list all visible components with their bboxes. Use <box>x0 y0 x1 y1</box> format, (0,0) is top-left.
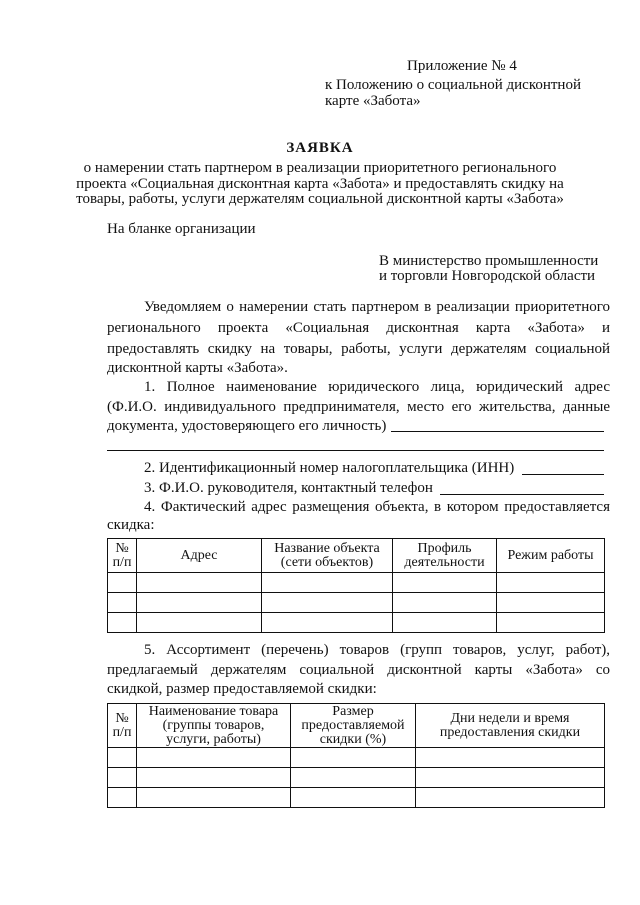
table-cell[interactable] <box>393 573 497 593</box>
objects-table-header-cell: Режим работы <box>497 539 605 573</box>
assortment-table-header-cell: Наименование товара (группы товаров, услуги, работы) <box>137 704 291 748</box>
table-cell[interactable] <box>497 573 605 593</box>
intro-line2: регионального проекта «Социальная дисконтная карта «Забота» и <box>107 320 610 336</box>
intro-line3: предоставлять скидку на товары, работы, услуги держателям социальной <box>107 341 610 357</box>
item1-line2: (Ф.И.О. индивидуального предпринимателя, место его жительства, данные <box>107 399 610 415</box>
objects-table-header-cell: № п/п <box>108 539 137 573</box>
table-cell[interactable] <box>393 613 497 633</box>
assortment-table-header-cell: Дни недели и время предоставления скидки <box>416 704 605 748</box>
table-cell[interactable] <box>262 573 393 593</box>
item2-fill-line[interactable] <box>522 474 604 475</box>
assortment-table-header-cell: № п/п <box>108 704 137 748</box>
addressee-line2: и торговли Новгородской области <box>379 268 596 284</box>
table-cell[interactable] <box>137 593 262 613</box>
intro-line4: дисконтной карты «Забота». <box>107 360 288 376</box>
appendix-number: Приложение № 4 <box>407 58 517 74</box>
subtitle-line3: товары, работы, услуги держателям социальной дисконтной карты «Забота» <box>76 191 564 207</box>
intro-line1: Уведомляем о намерении стать партнером в реализации приоритетного <box>144 299 610 315</box>
table-cell[interactable] <box>262 593 393 613</box>
objects-table-header-cell: Название объекта (сети объектов) <box>262 539 393 573</box>
appendix-reference-line1: к Положению о социальной дисконтной <box>325 77 581 93</box>
objects-table <box>107 538 605 633</box>
item5-line2: предлагаемый держателям социальной дисконтной карты «Забота» со <box>107 662 610 678</box>
table-cell[interactable] <box>108 613 137 633</box>
item4-line2: скидка: <box>107 517 155 533</box>
item1-fill-line-full[interactable] <box>107 450 604 451</box>
table-cell[interactable] <box>262 613 393 633</box>
item1-fill-line[interactable] <box>391 431 604 432</box>
table-cell[interactable] <box>108 768 137 788</box>
table-cell[interactable] <box>108 748 137 768</box>
table-cell[interactable] <box>416 768 605 788</box>
assortment-table-header-cell: Размер предоставляемой скидки (%) <box>291 704 416 748</box>
item3-text: 3. Ф.И.О. руководителя, контактный телефон <box>144 480 433 496</box>
table-cell[interactable] <box>416 748 605 768</box>
table-row <box>108 613 605 633</box>
objects-table-header <box>108 539 605 573</box>
addressee-line1: В министерство промышленности <box>379 253 599 269</box>
table-cell[interactable] <box>291 788 416 808</box>
table-cell[interactable] <box>497 593 605 613</box>
item1-line3: документа, удостоверяющего его личность) <box>107 418 387 434</box>
table-cell[interactable] <box>497 613 605 633</box>
table-cell[interactable] <box>291 768 416 788</box>
assortment-table-header <box>108 704 605 748</box>
table-row <box>108 768 605 788</box>
appendix-reference-line2: карте «Забота» <box>325 93 421 109</box>
table-row <box>108 573 605 593</box>
item2-text: 2. Идентификационный номер налогоплательщика (ИНН) <box>144 460 515 476</box>
table-cell[interactable] <box>137 768 291 788</box>
item4-line1: 4. Фактический адрес размещения объекта, в котором предоставляется <box>144 499 610 515</box>
blank-note: На бланке организации <box>107 221 256 237</box>
item3-fill-line[interactable] <box>440 494 604 495</box>
item5-line3: скидкой, размер предоставляемой скидки: <box>107 681 377 697</box>
table-cell[interactable] <box>108 593 137 613</box>
assortment-table <box>107 703 605 808</box>
table-cell[interactable] <box>393 593 497 613</box>
table-cell[interactable] <box>108 573 137 593</box>
item5-line1: 5. Ассортимент (перечень) товаров (групп товаров, услуг, работ), <box>144 642 610 658</box>
table-row <box>108 748 605 768</box>
table-cell[interactable] <box>416 788 605 808</box>
table-cell[interactable] <box>137 613 262 633</box>
table-cell[interactable] <box>137 788 291 808</box>
table-row <box>108 788 605 808</box>
table-row <box>108 593 605 613</box>
table-cell[interactable] <box>137 573 262 593</box>
table-cell[interactable] <box>108 788 137 808</box>
table-cell[interactable] <box>291 748 416 768</box>
subtitle-line1: о намерении стать партнером в реализации приоритетного регионального <box>83 160 557 176</box>
document-title: ЗАЯВКА <box>286 140 354 156</box>
subtitle-line2: проекта «Социальная дисконтная карта «Забота» и предоставлять скидку на <box>76 176 564 192</box>
objects-table-header-cell: Профиль деятельности <box>393 539 497 573</box>
table-cell[interactable] <box>137 748 291 768</box>
objects-table-header-cell: Адрес <box>137 539 262 573</box>
item1-line1: 1. Полное наименование юридического лица, юридический адрес <box>144 379 610 395</box>
